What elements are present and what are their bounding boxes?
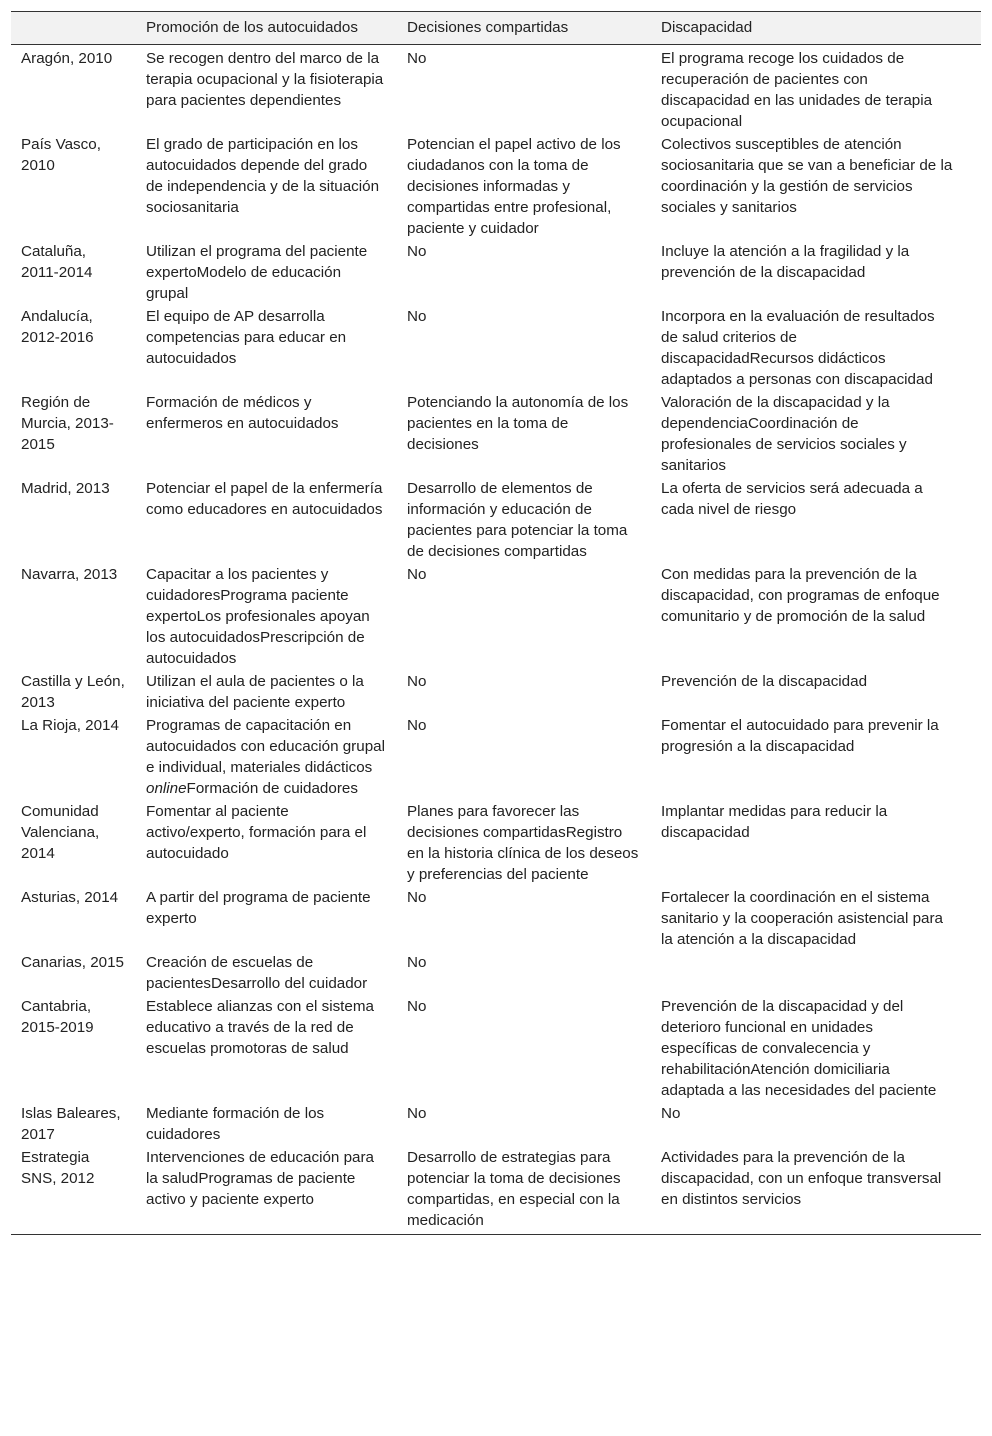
cell-region: Navarra, 2013 <box>21 566 118 583</box>
cell-autocuidados: Establece alianzas con el sistema educativo a través de la red de escuelas promotoras de salud <box>146 998 374 1057</box>
header-discapacidad: Discapacidad <box>661 19 753 36</box>
cell-autocuidados: Fomentar al paciente activo/experto, formación para el autocuidado <box>146 803 367 862</box>
table-row <box>11 1146 981 1235</box>
cell-discapacidad: Incorpora en la evaluación de resultados de salud criterios de discapacidadRecursos didácticos adaptados a personas con discapacidad <box>661 308 935 388</box>
header-autocuidados: Promoción de los autocuidados <box>146 19 358 36</box>
cell-decisiones: Planes para favorecer las decisiones compartidasRegistro en la historia clínica de los deseos y preferencias del paciente <box>407 803 639 883</box>
cell-decisiones: No <box>407 566 427 583</box>
cell-decisiones: No <box>407 954 427 971</box>
table-body <box>11 45 981 1235</box>
cell-decisiones: No <box>407 998 427 1015</box>
cell-region: Canarias, 2015 <box>21 954 125 971</box>
cell-text: Programas de capacitación en autocuidados con educación grupal e individual, materiales didácticos <box>146 717 385 776</box>
cell-autocuidados: Potenciar el papel de la enfermería como educadores en autocuidados <box>146 480 383 518</box>
cell-discapacidad: Valoración de la discapacidad y la dependenciaCoordinación de profesionales de servicios sociales y sanitarios <box>661 394 907 474</box>
cell-region: Madrid, 2013 <box>21 480 110 497</box>
cell-autocuidados: Formación de médicos y enfermeros en autocuidados <box>146 394 339 432</box>
cell-decisiones: No <box>407 308 427 325</box>
cell-region: Comunidad Valenciana, 2014 <box>21 803 100 862</box>
table-row <box>11 305 981 391</box>
table-row <box>11 240 981 305</box>
cell-text-italic: online <box>146 780 187 797</box>
cell-autocuidados: El grado de participación en los autocuidados depende del grado de independencia y de la situación sociosanitaria <box>146 136 380 216</box>
header-decisiones: Decisiones compartidas <box>407 19 569 36</box>
cell-discapacidad: El programa recoge los cuidados de recuperación de pacientes con discapacidad en las unidades de terapia ocupacional <box>661 50 933 130</box>
table-row <box>11 886 981 951</box>
cell-decisiones: No <box>407 1105 427 1122</box>
table-header <box>11 12 981 45</box>
table-row <box>11 45 981 134</box>
cell-region: Castilla y León, 2013 <box>21 673 125 711</box>
cell-autocuidados: Capacitar a los pacientes y cuidadoresPrograma paciente expertoLos profesionales apoyan los autocuidadosPrescripción de autocuidados <box>146 566 370 667</box>
cell-region: Islas Baleares, 2017 <box>21 1105 121 1143</box>
table-row <box>11 477 981 563</box>
cell-discapacidad: Prevención de la discapacidad <box>661 673 868 690</box>
header-region <box>11 12 136 45</box>
cell-autocuidados: A partir del programa de paciente experto <box>146 889 371 927</box>
cell-autocuidados: Intervenciones de educación para la saludProgramas de paciente activo y paciente experto <box>146 1149 374 1208</box>
cell-region: Aragón, 2010 <box>21 50 113 67</box>
cell-discapacidad: Prevención de la discapacidad y del deterioro funcional en unidades específicas de convalecencia y rehabilitaciónAtención domiciliaria adaptada a las necesidades del paciente <box>661 998 937 1099</box>
cell-decisiones: No <box>407 717 427 734</box>
table-row <box>11 670 981 714</box>
comparison-table <box>11 11 981 1235</box>
cell-autocuidados: Utilizan el programa del paciente expertoModelo de educación grupal <box>146 243 368 302</box>
cell-text: Formación de cuidadores <box>186 780 358 797</box>
cell-region: Cataluña, 2011-2014 <box>21 243 93 281</box>
cell-decisiones: Potencian el papel activo de los ciudadanos con la toma de decisiones informadas y compartidas entre profesional, paciente y cuidador <box>407 136 621 237</box>
cell-decisiones: Desarrollo de elementos de información y educación de pacientes para potenciar la toma de decisiones compartidas <box>407 480 628 560</box>
cell-discapacidad: Con medidas para la prevención de la discapacidad, con programas de enfoque comunitario y de promoción de la salud <box>661 566 940 625</box>
cell-autocuidados <box>136 714 397 800</box>
cell-discapacidad <box>651 951 981 995</box>
table-row <box>11 391 981 477</box>
cell-autocuidados: Mediante formación de los cuidadores <box>146 1105 325 1143</box>
table-row <box>11 563 981 670</box>
cell-region: Cantabria, 2015-2019 <box>21 998 94 1036</box>
cell-discapacidad: Fortalecer la coordinación en el sistema sanitario y la cooperación asistencial para la atención a la discapacidad <box>661 889 943 948</box>
cell-autocuidados: El equipo de AP desarrolla competencias para educar en autocuidados <box>146 308 347 367</box>
cell-region: Andalucía, 2012-2016 <box>21 308 94 346</box>
table-container <box>11 11 981 1235</box>
table-row <box>11 714 981 800</box>
cell-decisiones: Potenciando la autonomía de los pacientes en la toma de decisiones <box>407 394 629 453</box>
cell-autocuidados: Creación de escuelas de pacientesDesarrollo del cuidador <box>146 954 368 992</box>
cell-region: Región de Murcia, 2013-2015 <box>21 394 114 453</box>
cell-region: País Vasco, 2010 <box>21 136 101 174</box>
cell-autocuidados: Se recogen dentro del marco de la terapia ocupacional y la fisioterapia para pacientes dependientes <box>146 50 384 109</box>
cell-decisiones: Desarrollo de estrategias para potenciar la toma de decisiones compartidas, en especial con la medicación <box>407 1149 621 1229</box>
cell-region: Estrategia SNS, 2012 <box>21 1149 95 1187</box>
table-row <box>11 951 981 995</box>
cell-region: Asturias, 2014 <box>21 889 119 906</box>
cell-discapacidad: Implantar medidas para reducir la discapacidad <box>661 803 888 841</box>
cell-discapacidad: Actividades para la prevención de la discapacidad, con un enfoque transversal en distintos servicios <box>661 1149 942 1208</box>
table-row <box>11 800 981 886</box>
table-row <box>11 133 981 240</box>
table-row <box>11 995 981 1102</box>
cell-discapacidad: Fomentar el autocuidado para prevenir la progresión a la discapacidad <box>661 717 939 755</box>
header-row <box>11 12 981 45</box>
cell-discapacidad: Incluye la atención a la fragilidad y la prevención de la discapacidad <box>661 243 910 281</box>
table-row <box>11 1102 981 1146</box>
cell-decisiones: No <box>407 50 427 67</box>
cell-decisiones: No <box>407 673 427 690</box>
cell-discapacidad: No <box>661 1105 681 1122</box>
cell-region: La Rioja, 2014 <box>21 717 119 734</box>
cell-decisiones: No <box>407 243 427 260</box>
cell-autocuidados: Utilizan el aula de pacientes o la iniciativa del paciente experto <box>146 673 364 711</box>
cell-discapacidad: La oferta de servicios será adecuada a cada nivel de riesgo <box>661 480 923 518</box>
cell-discapacidad: Colectivos susceptibles de atención sociosanitaria que se van a beneficiar de la coordinación y la gestión de servicios sociales y sanitarios <box>661 136 953 216</box>
cell-decisiones: No <box>407 889 427 906</box>
